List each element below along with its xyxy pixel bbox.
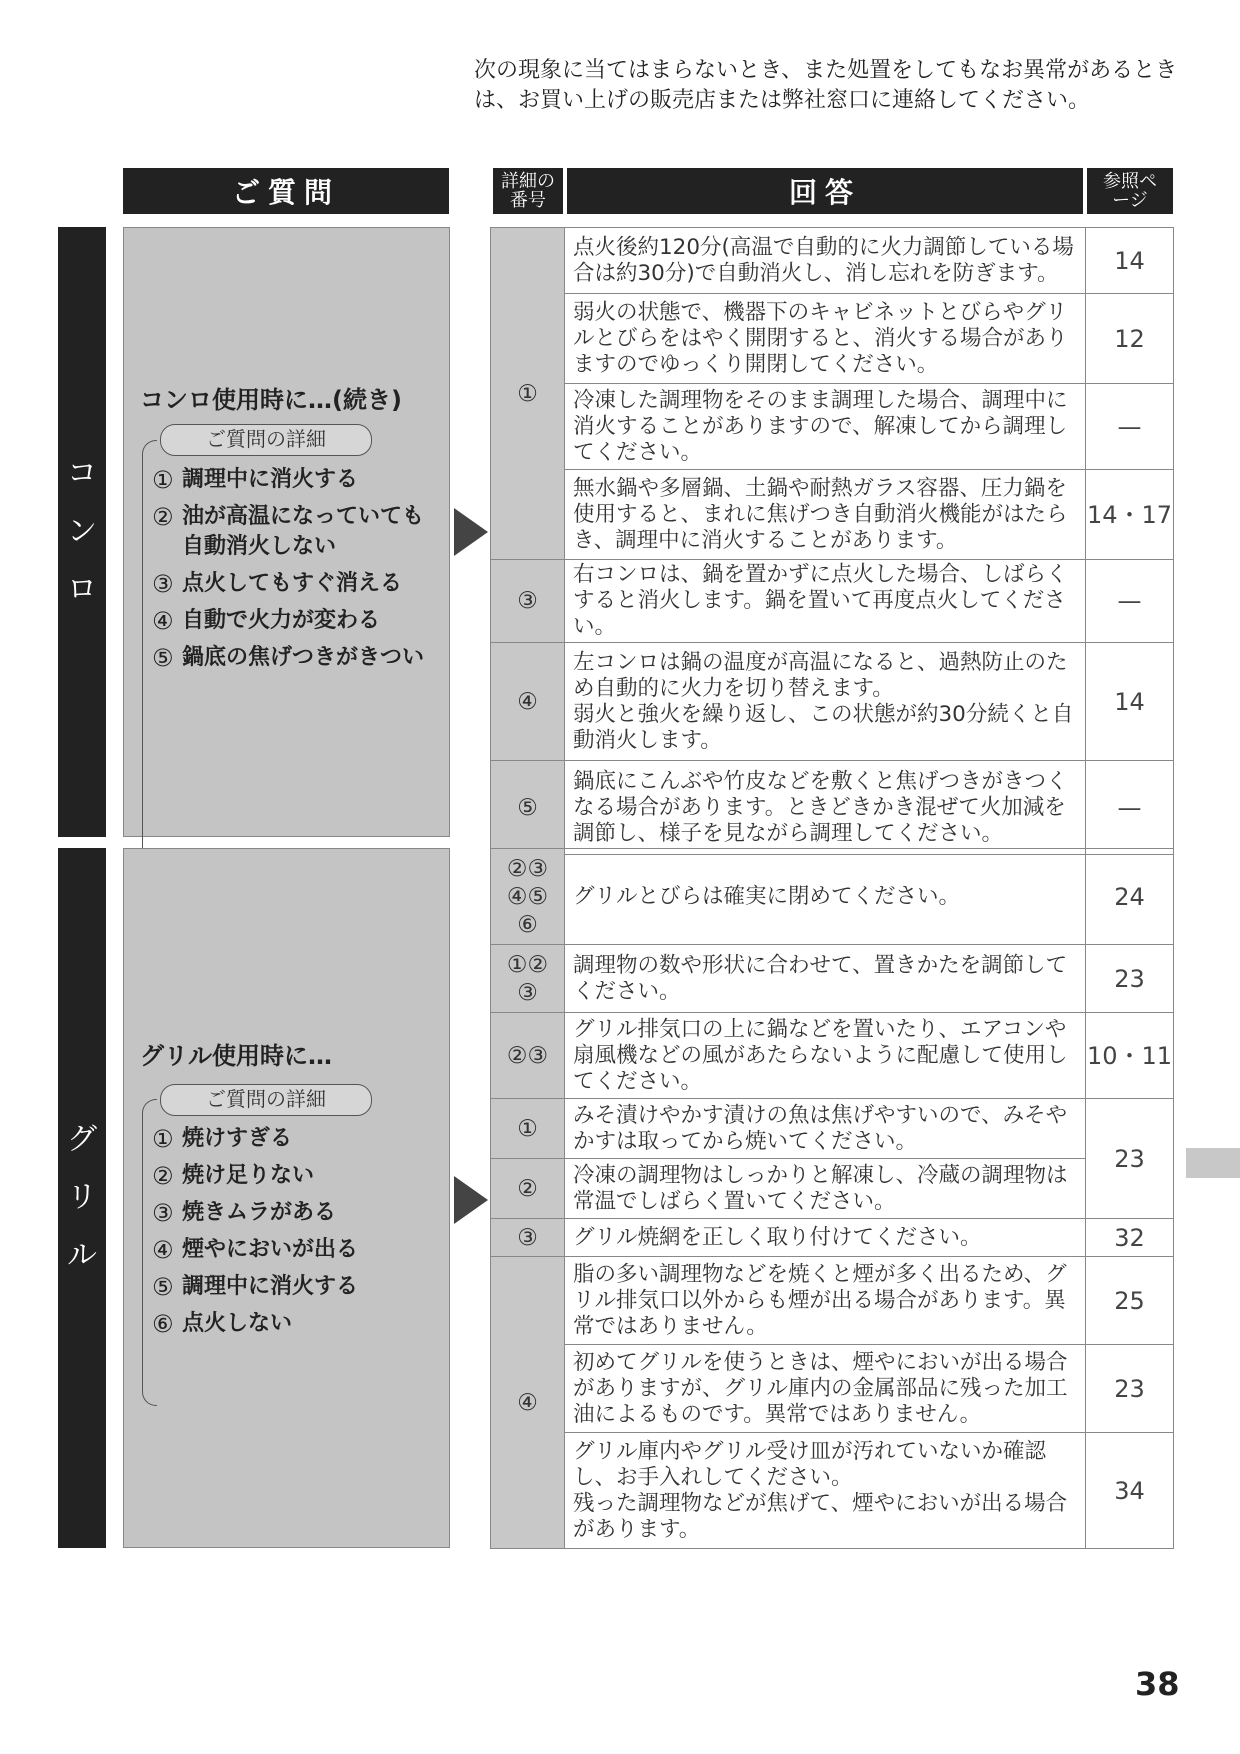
table-row — [491, 1433, 1174, 1549]
detail-number-cell: ④ — [491, 1257, 565, 1549]
table-row — [491, 470, 1174, 560]
table-row — [491, 945, 1174, 1013]
detail-text: 煙やにおいが出る — [182, 1237, 359, 1262]
detail-item — [152, 643, 442, 673]
detail-text: 点火してもすぐ消える — [182, 571, 403, 596]
detail-text: 焼けすぎる — [182, 1126, 293, 1151]
detail-number: ② — [152, 503, 174, 531]
detail-number-cell: ②③ ④⑤ ⑥ — [491, 849, 565, 945]
header-question: ご質問 — [123, 168, 449, 214]
detail-item — [152, 1124, 442, 1154]
answer-cell: みそ漬けやかす漬けの魚は焦げやすいので、みそやかすは取ってから焼いてください。 — [565, 1099, 1086, 1159]
detail-text: 焼け足りない — [182, 1163, 315, 1188]
detail-item — [152, 1161, 442, 1191]
header-answer: 回答 — [567, 168, 1083, 214]
detail-number-cell: ③ — [491, 1219, 565, 1257]
page-cell: 24 — [1086, 849, 1174, 945]
answer-cell: 点火後約120分(高温で自動的に火力調節している場合は約30分)で自動消火し、消し忘れを防ぎます。 — [565, 228, 1086, 294]
section-label-grill — [58, 848, 106, 1548]
table-row — [491, 1257, 1174, 1345]
question-details — [152, 1124, 442, 1346]
detail-item — [152, 1309, 442, 1339]
question-box-konro — [123, 227, 450, 837]
side-char: ン — [67, 514, 97, 549]
detail-number: ⑤ — [152, 644, 174, 672]
table-row — [491, 1099, 1174, 1159]
answer-cell: 脂の多い調理物などを焼くと煙が多く出るため、グリル排気口以外からも煙が出る場合があります。異常ではありません。 — [565, 1257, 1086, 1345]
detail-item — [152, 502, 442, 562]
detail-number: ④ — [152, 1236, 174, 1264]
page-cell: 23 — [1086, 1099, 1174, 1219]
detail-number: ① — [152, 1125, 174, 1153]
side-char: リ — [67, 1180, 97, 1215]
table-row — [491, 643, 1174, 761]
detail-number: ⑤ — [152, 1273, 174, 1301]
question-details — [152, 465, 442, 680]
header-reference-page: 参照ページ — [1087, 168, 1173, 214]
detail-text: 自動で火力が変わる — [182, 608, 381, 633]
answer-cell: グリル庫内やグリル受け皿が汚れていないか確認し、お手入れしてください。 残った調理物などが焦げて、煙やにおいが出る場合があります。 — [565, 1433, 1086, 1549]
table-row — [491, 761, 1174, 855]
answer-cell: 右コンロは、鍋を置かずに点火した場合、しばらくすると消火します。鍋を置いて再度点火してください。 — [565, 560, 1086, 643]
answer-cell: グリルとびらは確実に閉めてください。 — [565, 849, 1086, 945]
header-detail-number: 詳細の番号 — [493, 168, 563, 214]
question-title: グリル使用時に… — [140, 1042, 332, 1070]
detail-number-cell: ① — [491, 1099, 565, 1159]
answer-table-konro — [490, 227, 1174, 855]
detail-text: 調理中に消火する — [182, 467, 359, 492]
detail-item — [152, 606, 442, 636]
answer-cell: 初めてグリルを使うときは、煙やにおいが出る場合がありますが、グリル庫内の金属部品に残った加工油によるものです。異常ではありません。 — [565, 1345, 1086, 1433]
answer-cell: 左コンロは鍋の温度が高温になると、過熱防止のため自動的に火力を切り替えます。 弱火と強火を繰り返し、この状態が約30分続くと自動消火します。 — [565, 643, 1086, 761]
answer-cell: 鍋底にこんぶや竹皮などを敷くと焦げつきがきつくなる場合があります。ときどきかき混ぜて火加減を調節し、様子を見ながら調理してください。 — [565, 761, 1086, 855]
detail-number: ③ — [152, 570, 174, 598]
detail-number-cell: ③ — [491, 560, 565, 643]
page-cell: 23 — [1086, 1345, 1174, 1433]
answer-cell: 無水鍋や多層鍋、土鍋や耐熱ガラス容器、圧力鍋を使用すると、まれに焦げつき自動消火機能がはたらき、調理中に消火することがあります。 — [565, 470, 1086, 560]
page-cell: 14・17 — [1086, 470, 1174, 560]
detail-number-cell: ① — [491, 228, 565, 560]
table-row — [491, 1159, 1174, 1219]
page-cell: 25 — [1086, 1257, 1174, 1345]
table-row — [491, 1219, 1174, 1257]
detail-item — [152, 1235, 442, 1265]
answer-cell: グリル焼網を正しく取り付けてください。 — [565, 1219, 1086, 1257]
detail-number-cell: ② — [491, 1159, 565, 1219]
question-title: コンロ使用時に…(続き) — [140, 386, 402, 414]
page-cell: 14 — [1086, 643, 1174, 761]
index-tab — [1186, 1148, 1240, 1178]
detail-number-cell: ⑤ — [491, 761, 565, 855]
detail-number: ④ — [152, 607, 174, 635]
detail-text: 鍋底の焦げつきがきつい — [182, 645, 425, 670]
detail-item — [152, 465, 442, 495]
detail-text: 点火しない — [182, 1311, 293, 1336]
instruction-note: 次の現象に当てはまらないとき、また処置をしてもなお異常があるときは、お買い上げの販売店または弊社窓口に連絡してください。 — [474, 58, 1178, 113]
detail-item — [152, 1272, 442, 1302]
detail-label: ご質問の詳細 — [160, 424, 372, 456]
detail-number: ② — [152, 1162, 174, 1190]
page-cell: — — [1086, 761, 1174, 855]
detail-number-cell: ④ — [491, 643, 565, 761]
page-cell: 14 — [1086, 228, 1174, 294]
answer-cell: 冷凍した調理物をそのまま調理した場合、調理中に消火することがありますので、解凍してから調理してください。 — [565, 384, 1086, 470]
table-row — [491, 1013, 1174, 1099]
side-char: ル — [67, 1238, 97, 1273]
detail-text: 油が高温になっていても自動消火しない — [182, 504, 425, 559]
detail-number: ③ — [152, 1199, 174, 1227]
detail-text: 調理中に消火する — [182, 1274, 359, 1299]
page-cell: 23 — [1086, 945, 1174, 1013]
page-number: 38 — [1135, 1665, 1180, 1703]
detail-item — [152, 1198, 442, 1228]
table-row — [491, 384, 1174, 470]
answer-cell: 弱火の状態で、機器下のキャビネットとびらやグリルとびらをはやく開閉すると、消火する場合がありますのでゆっくり開閉してください。 — [565, 294, 1086, 384]
detail-item — [152, 569, 442, 599]
arrow-right-icon — [454, 1176, 488, 1224]
detail-number-cell: ①② ③ — [491, 945, 565, 1013]
question-box-grill — [123, 848, 450, 1548]
answer-cell: 調理物の数や形状に合わせて、置きかたを調節してください。 — [565, 945, 1086, 1013]
table-row — [491, 228, 1174, 294]
table-row — [491, 1345, 1174, 1433]
page-cell: 10・11 — [1086, 1013, 1174, 1099]
detail-number-cell: ②③ — [491, 1013, 565, 1099]
section-label-konro — [58, 227, 106, 837]
page-cell: — — [1086, 560, 1174, 643]
detail-number: ① — [152, 466, 174, 494]
detail-number: ⑥ — [152, 1310, 174, 1338]
arrow-right-icon — [454, 508, 488, 556]
page-cell: — — [1086, 384, 1174, 470]
table-row — [491, 849, 1174, 945]
side-char: グ — [67, 1122, 97, 1157]
page-cell: 32 — [1086, 1219, 1174, 1257]
table-row — [491, 560, 1174, 643]
detail-text: 焼きムラがある — [182, 1200, 337, 1225]
side-char: コ — [67, 456, 97, 491]
answer-table-grill — [490, 848, 1174, 1549]
table-row — [491, 294, 1174, 384]
detail-label: ご質問の詳細 — [160, 1084, 372, 1116]
answer-cell: グリル排気口の上に鍋などを置いたり、エアコンや扇風機などの風があたらないように配慮して使用してください。 — [565, 1013, 1086, 1099]
side-char: ロ — [67, 572, 97, 607]
answer-cell: 冷凍の調理物はしっかりと解凍し、冷蔵の調理物は常温でしばらく置いてください。 — [565, 1159, 1086, 1219]
page-cell: 12 — [1086, 294, 1174, 384]
page-cell: 34 — [1086, 1433, 1174, 1549]
